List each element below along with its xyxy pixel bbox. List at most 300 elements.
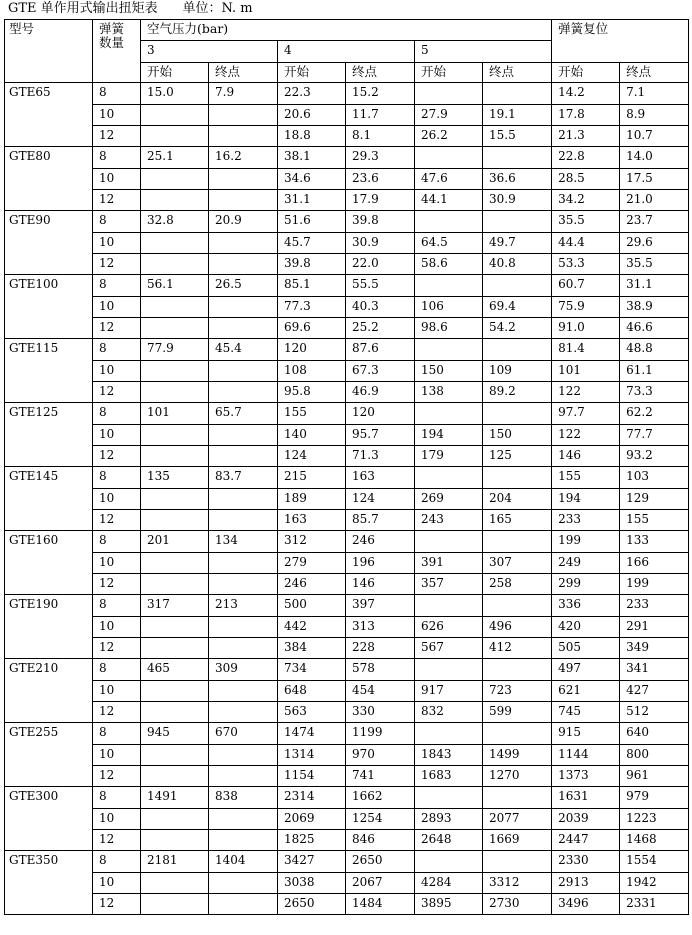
cell-sr-start: 2330 — [552, 851, 620, 873]
cell-p5-start — [415, 851, 483, 873]
cell-sr-end: 640 — [620, 723, 689, 745]
torque-table — [4, 19, 689, 915]
cell-p4-end: 46.9 — [346, 382, 415, 403]
cell-p4-end: 85.7 — [346, 510, 415, 531]
cell-sr-start: 22.8 — [552, 147, 620, 169]
cell-sr-end: 35.5 — [620, 254, 689, 275]
table-row — [5, 382, 689, 403]
cell-p4-end: 2067 — [346, 873, 415, 894]
cell-p5-start — [415, 787, 483, 809]
cell-p5-end — [483, 787, 552, 809]
cell-sr-end: 1223 — [620, 809, 689, 830]
cell-p5-end — [483, 403, 552, 425]
cell-p5-end — [483, 531, 552, 553]
cell-sr-start: 199 — [552, 531, 620, 553]
cell-p5-start: 2648 — [415, 830, 483, 851]
cell-sr-end: 46.6 — [620, 318, 689, 339]
cell-p3-end: 26.5 — [209, 275, 278, 297]
cell-p3-end — [209, 809, 278, 830]
cell-sr-end: 8.9 — [620, 105, 689, 126]
cell-p3-end: 65.7 — [209, 403, 278, 425]
cell-p4-end: 15.2 — [346, 83, 415, 105]
model-cell: GTE300 — [5, 787, 93, 851]
cell-p4-start: 1314 — [278, 745, 346, 766]
cell-p5-start: 44.1 — [415, 190, 483, 211]
cell-p4-end: 578 — [346, 659, 415, 681]
cell-springs: 10 — [93, 489, 141, 510]
cell-p5-end: 1499 — [483, 745, 552, 766]
cell-p3-start: 465 — [141, 659, 209, 681]
cell-p5-end: 1270 — [483, 766, 552, 787]
cell-p5-end — [483, 339, 552, 361]
cell-p4-start: 648 — [278, 681, 346, 702]
table-row — [5, 403, 689, 425]
cell-p5-start: 357 — [415, 574, 483, 595]
table-row — [5, 681, 689, 702]
cell-sr-start: 194 — [552, 489, 620, 510]
cell-p4-end: 39.8 — [346, 211, 415, 233]
unit-label: 单位：N. m — [182, 1, 253, 16]
cell-p3-start — [141, 361, 209, 382]
cell-springs: 8 — [93, 211, 141, 233]
cell-p3-start — [141, 766, 209, 787]
table-row — [5, 126, 689, 147]
cell-p5-end: 150 — [483, 425, 552, 446]
cell-p5-start: 567 — [415, 638, 483, 659]
table-row — [5, 745, 689, 766]
cell-p3-start — [141, 574, 209, 595]
cell-p5-start: 1683 — [415, 766, 483, 787]
cell-p5-start — [415, 339, 483, 361]
cell-sr-end: 73.3 — [620, 382, 689, 403]
cell-p3-end — [209, 190, 278, 211]
cell-springs: 10 — [93, 681, 141, 702]
cell-p4-start: 1474 — [278, 723, 346, 745]
page-title — [8, 0, 253, 18]
cell-p5-start — [415, 595, 483, 617]
cell-sr-end: 62.2 — [620, 403, 689, 425]
cell-p3-end — [209, 638, 278, 659]
cell-p3-start — [141, 681, 209, 702]
model-cell: GTE255 — [5, 723, 93, 787]
cell-p5-start — [415, 467, 483, 489]
cell-springs: 10 — [93, 873, 141, 894]
cell-sr-start: 14.2 — [552, 83, 620, 105]
cell-p4-start: 38.1 — [278, 147, 346, 169]
cell-sr-start: 299 — [552, 574, 620, 595]
cell-p4-start: 108 — [278, 361, 346, 382]
cell-p4-start: 563 — [278, 702, 346, 723]
cell-p4-end: 95.7 — [346, 425, 415, 446]
cell-p3-start: 2181 — [141, 851, 209, 873]
table-row — [5, 809, 689, 830]
cell-springs: 8 — [93, 787, 141, 809]
cell-p3-end — [209, 169, 278, 190]
cell-p5-end: 307 — [483, 553, 552, 574]
cell-p4-end: 71.3 — [346, 446, 415, 467]
cell-p4-end: 1199 — [346, 723, 415, 745]
cell-springs: 10 — [93, 297, 141, 318]
cell-p3-start — [141, 638, 209, 659]
cell-p5-start: 64.5 — [415, 233, 483, 254]
cell-springs: 10 — [93, 809, 141, 830]
cell-p5-end: 36.6 — [483, 169, 552, 190]
cell-p4-end: 55.5 — [346, 275, 415, 297]
cell-p5-end: 204 — [483, 489, 552, 510]
cell-p5-end: 2730 — [483, 894, 552, 915]
header-start: 开始 — [415, 63, 483, 83]
cell-p4-start: 246 — [278, 574, 346, 595]
cell-p4-start: 163 — [278, 510, 346, 531]
cell-sr-start: 2039 — [552, 809, 620, 830]
cell-p4-start: 1154 — [278, 766, 346, 787]
cell-p3-end — [209, 318, 278, 339]
cell-p4-start: 215 — [278, 467, 346, 489]
cell-sr-end: 961 — [620, 766, 689, 787]
cell-p5-start: 391 — [415, 553, 483, 574]
cell-sr-end: 48.8 — [620, 339, 689, 361]
model-cell: GTE190 — [5, 595, 93, 659]
cell-springs: 12 — [93, 254, 141, 275]
cell-p3-start: 135 — [141, 467, 209, 489]
cell-sr-end: 31.1 — [620, 275, 689, 297]
cell-springs: 8 — [93, 467, 141, 489]
cell-p4-end: 25.2 — [346, 318, 415, 339]
cell-sr-start: 17.8 — [552, 105, 620, 126]
header-spring-qty-line1: 弹簧 — [99, 21, 125, 36]
cell-sr-start: 915 — [552, 723, 620, 745]
cell-sr-start: 21.3 — [552, 126, 620, 147]
cell-p5-end: 69.4 — [483, 297, 552, 318]
cell-sr-start: 60.7 — [552, 275, 620, 297]
cell-p3-end — [209, 681, 278, 702]
cell-p4-end: 1662 — [346, 787, 415, 809]
cell-p3-start: 56.1 — [141, 275, 209, 297]
cell-p3-end — [209, 510, 278, 531]
cell-sr-start: 35.5 — [552, 211, 620, 233]
cell-p4-end: 970 — [346, 745, 415, 766]
table-row — [5, 275, 689, 297]
cell-p4-start: 279 — [278, 553, 346, 574]
cell-sr-start: 505 — [552, 638, 620, 659]
cell-springs: 8 — [93, 83, 141, 105]
cell-sr-start: 1373 — [552, 766, 620, 787]
model-cell: GTE350 — [5, 851, 93, 915]
table-row — [5, 595, 689, 617]
cell-p4-end: 228 — [346, 638, 415, 659]
cell-p4-end: 454 — [346, 681, 415, 702]
cell-p3-end — [209, 126, 278, 147]
cell-p3-start: 101 — [141, 403, 209, 425]
cell-p5-start: 832 — [415, 702, 483, 723]
cell-sr-end: 17.5 — [620, 169, 689, 190]
cell-p4-start: 2069 — [278, 809, 346, 830]
cell-p4-start: 45.7 — [278, 233, 346, 254]
cell-p3-end — [209, 233, 278, 254]
cell-p4-start: 2650 — [278, 894, 346, 915]
cell-p3-start: 25.1 — [141, 147, 209, 169]
cell-p4-start: 124 — [278, 446, 346, 467]
header-start: 开始 — [141, 63, 209, 83]
cell-p3-start: 32.8 — [141, 211, 209, 233]
table-row — [5, 147, 689, 169]
cell-p3-end — [209, 574, 278, 595]
cell-p4-end: 22.0 — [346, 254, 415, 275]
cell-sr-end: 427 — [620, 681, 689, 702]
header-spring-qty — [93, 20, 141, 83]
cell-sr-start: 621 — [552, 681, 620, 702]
cell-p5-start — [415, 531, 483, 553]
cell-sr-start: 2913 — [552, 873, 620, 894]
cell-springs: 12 — [93, 382, 141, 403]
cell-p3-start — [141, 318, 209, 339]
cell-p3-start — [141, 169, 209, 190]
model-cell: GTE100 — [5, 275, 93, 339]
table-row — [5, 169, 689, 190]
cell-sr-start: 146 — [552, 446, 620, 467]
cell-p4-start: 312 — [278, 531, 346, 553]
cell-sr-end: 103 — [620, 467, 689, 489]
cell-p4-end: 1484 — [346, 894, 415, 915]
cell-p4-start: 189 — [278, 489, 346, 510]
cell-p5-end: 3312 — [483, 873, 552, 894]
cell-p5-start — [415, 211, 483, 233]
cell-p3-start — [141, 745, 209, 766]
cell-p3-end — [209, 830, 278, 851]
cell-p4-end: 1254 — [346, 809, 415, 830]
table-row — [5, 873, 689, 894]
cell-p3-start: 945 — [141, 723, 209, 745]
cell-p3-end: 16.2 — [209, 147, 278, 169]
table-row — [5, 446, 689, 467]
table-row — [5, 787, 689, 809]
cell-p5-end: 54.2 — [483, 318, 552, 339]
cell-p5-end: 40.8 — [483, 254, 552, 275]
cell-p5-end — [483, 147, 552, 169]
table-row — [5, 510, 689, 531]
cell-sr-end: 2331 — [620, 894, 689, 915]
cell-p5-end: 165 — [483, 510, 552, 531]
cell-p5-end — [483, 659, 552, 681]
cell-sr-end: 349 — [620, 638, 689, 659]
cell-springs: 10 — [93, 361, 141, 382]
cell-p4-start: 3038 — [278, 873, 346, 894]
cell-p5-start: 2893 — [415, 809, 483, 830]
cell-p4-start: 1825 — [278, 830, 346, 851]
cell-sr-end: 21.0 — [620, 190, 689, 211]
cell-p3-end: 213 — [209, 595, 278, 617]
cell-p4-end: 246 — [346, 531, 415, 553]
cell-p4-start: 95.8 — [278, 382, 346, 403]
cell-p3-start: 317 — [141, 595, 209, 617]
cell-p4-start: 2314 — [278, 787, 346, 809]
table-row — [5, 659, 689, 681]
cell-p5-end: 412 — [483, 638, 552, 659]
header-spring-return: 弹簧复位 — [552, 20, 689, 63]
cell-p4-end: 29.3 — [346, 147, 415, 169]
cell-p5-start — [415, 83, 483, 105]
cell-springs: 8 — [93, 531, 141, 553]
cell-p4-end: 163 — [346, 467, 415, 489]
cell-sr-start: 497 — [552, 659, 620, 681]
cell-p4-start: 39.8 — [278, 254, 346, 275]
cell-sr-end: 10.7 — [620, 126, 689, 147]
cell-p5-end: 109 — [483, 361, 552, 382]
cell-springs: 8 — [93, 403, 141, 425]
cell-sr-start: 1144 — [552, 745, 620, 766]
cell-p3-end — [209, 361, 278, 382]
model-cell: GTE210 — [5, 659, 93, 723]
cell-p4-start: 734 — [278, 659, 346, 681]
cell-p5-end: 1669 — [483, 830, 552, 851]
cell-p5-end: 496 — [483, 617, 552, 638]
model-cell: GTE90 — [5, 211, 93, 275]
table-row — [5, 830, 689, 851]
cell-p4-end: 67.3 — [346, 361, 415, 382]
cell-p5-start: 58.6 — [415, 254, 483, 275]
table-row — [5, 638, 689, 659]
cell-p3-start — [141, 617, 209, 638]
cell-p5-end: 2077 — [483, 809, 552, 830]
table-row — [5, 531, 689, 553]
cell-p5-start — [415, 723, 483, 745]
cell-sr-start: 28.5 — [552, 169, 620, 190]
cell-springs: 12 — [93, 766, 141, 787]
cell-p5-start: 179 — [415, 446, 483, 467]
cell-sr-start: 3496 — [552, 894, 620, 915]
cell-p4-start: 442 — [278, 617, 346, 638]
cell-sr-start: 101 — [552, 361, 620, 382]
cell-sr-start: 336 — [552, 595, 620, 617]
cell-p4-end: 120 — [346, 403, 415, 425]
cell-springs: 12 — [93, 574, 141, 595]
cell-p4-start: 3427 — [278, 851, 346, 873]
cell-p3-end: 7.9 — [209, 83, 278, 105]
cell-p3-end: 1404 — [209, 851, 278, 873]
cell-p4-start: 500 — [278, 595, 346, 617]
cell-p5-end: 89.2 — [483, 382, 552, 403]
table-row — [5, 361, 689, 382]
cell-sr-start: 34.2 — [552, 190, 620, 211]
cell-p5-end — [483, 851, 552, 873]
cell-sr-start: 745 — [552, 702, 620, 723]
cell-p5-end — [483, 83, 552, 105]
cell-p4-end: 87.6 — [346, 339, 415, 361]
cell-p5-start: 106 — [415, 297, 483, 318]
cell-p3-start — [141, 489, 209, 510]
cell-springs: 10 — [93, 617, 141, 638]
cell-springs: 10 — [93, 169, 141, 190]
cell-p4-end: 741 — [346, 766, 415, 787]
title-text: GTE 单作用式输出扭矩表 — [8, 1, 158, 16]
cell-p4-end: 17.9 — [346, 190, 415, 211]
table-row — [5, 617, 689, 638]
cell-p4-end: 40.3 — [346, 297, 415, 318]
cell-sr-end: 155 — [620, 510, 689, 531]
cell-sr-start: 1631 — [552, 787, 620, 809]
cell-sr-end: 29.6 — [620, 233, 689, 254]
cell-p3-start: 77.9 — [141, 339, 209, 361]
cell-p5-start — [415, 275, 483, 297]
cell-sr-end: 129 — [620, 489, 689, 510]
table-row — [5, 766, 689, 787]
header-end: 终点 — [209, 63, 278, 83]
cell-sr-start: 2447 — [552, 830, 620, 851]
header-end: 终点 — [620, 63, 689, 83]
cell-p3-end — [209, 254, 278, 275]
cell-p3-start — [141, 894, 209, 915]
cell-p4-end: 8.1 — [346, 126, 415, 147]
cell-p5-start: 98.6 — [415, 318, 483, 339]
cell-p3-end — [209, 553, 278, 574]
table-row — [5, 297, 689, 318]
cell-p3-end — [209, 873, 278, 894]
model-cell: GTE115 — [5, 339, 93, 403]
cell-p3-end — [209, 745, 278, 766]
cell-p5-end — [483, 595, 552, 617]
cell-springs: 12 — [93, 126, 141, 147]
cell-p5-end: 15.5 — [483, 126, 552, 147]
model-cell: GTE125 — [5, 403, 93, 467]
cell-p5-end: 258 — [483, 574, 552, 595]
cell-p4-end: 30.9 — [346, 233, 415, 254]
cell-p5-end: 599 — [483, 702, 552, 723]
cell-p3-start — [141, 297, 209, 318]
cell-p3-start — [141, 830, 209, 851]
cell-sr-end: 1554 — [620, 851, 689, 873]
model-cell: GTE65 — [5, 83, 93, 147]
cell-p3-end: 309 — [209, 659, 278, 681]
cell-p4-end: 330 — [346, 702, 415, 723]
table-row — [5, 467, 689, 489]
table-row — [5, 574, 689, 595]
cell-sr-start: 122 — [552, 382, 620, 403]
cell-p4-end: 846 — [346, 830, 415, 851]
header-pressure-4: 4 — [278, 41, 415, 63]
cell-p5-end — [483, 275, 552, 297]
cell-p4-start: 20.6 — [278, 105, 346, 126]
cell-p5-start — [415, 403, 483, 425]
cell-p3-start: 1491 — [141, 787, 209, 809]
cell-p5-start: 47.6 — [415, 169, 483, 190]
cell-p3-start — [141, 233, 209, 254]
cell-sr-end: 23.7 — [620, 211, 689, 233]
header-pressure-5: 5 — [415, 41, 552, 63]
cell-sr-end: 800 — [620, 745, 689, 766]
header-pressure-3: 3 — [141, 41, 278, 63]
cell-p5-end: 49.7 — [483, 233, 552, 254]
cell-p3-start — [141, 510, 209, 531]
cell-p4-end: 124 — [346, 489, 415, 510]
cell-sr-start: 97.7 — [552, 403, 620, 425]
cell-springs: 10 — [93, 745, 141, 766]
model-cell: GTE160 — [5, 531, 93, 595]
cell-p4-end: 196 — [346, 553, 415, 574]
cell-p5-start: 194 — [415, 425, 483, 446]
table-row — [5, 83, 689, 105]
table-row — [5, 894, 689, 915]
cell-p3-end: 20.9 — [209, 211, 278, 233]
cell-p5-start — [415, 147, 483, 169]
cell-sr-start: 53.3 — [552, 254, 620, 275]
cell-sr-end: 233 — [620, 595, 689, 617]
header-start: 开始 — [552, 63, 620, 83]
cell-p3-end — [209, 766, 278, 787]
table-row — [5, 254, 689, 275]
cell-p3-end: 838 — [209, 787, 278, 809]
cell-sr-end: 77.7 — [620, 425, 689, 446]
cell-p4-start: 22.3 — [278, 83, 346, 105]
